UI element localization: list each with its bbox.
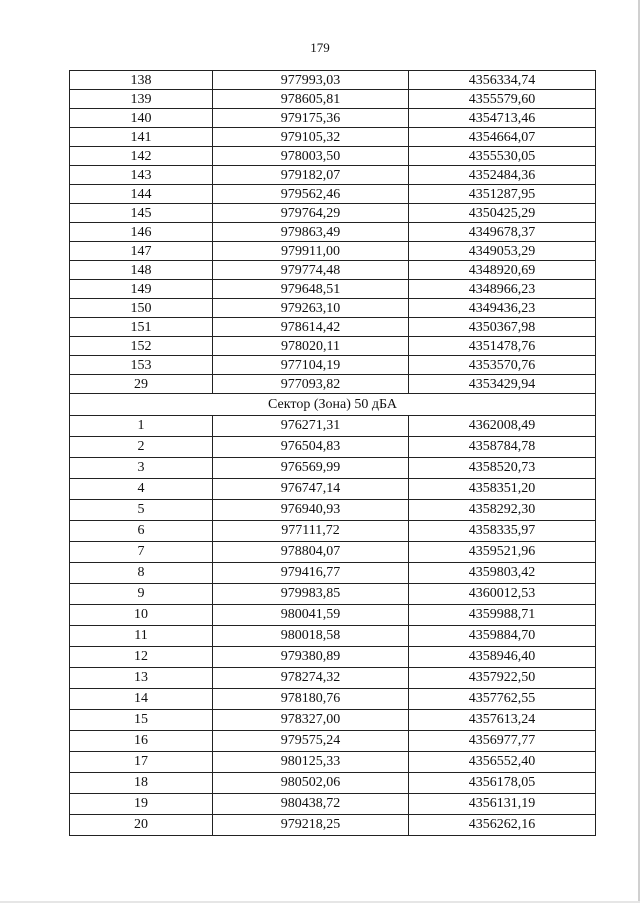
y-coordinate-cell: 4358520,73 bbox=[409, 458, 596, 479]
point-number-cell: 9 bbox=[70, 584, 213, 605]
y-coordinate-cell: 4359521,96 bbox=[409, 542, 596, 563]
table-row bbox=[70, 242, 596, 261]
y-coordinate-cell: 4360012,53 bbox=[409, 584, 596, 605]
point-number-cell: 13 bbox=[70, 668, 213, 689]
section-row bbox=[70, 394, 596, 416]
point-number-cell: 153 bbox=[70, 356, 213, 375]
table-row bbox=[70, 204, 596, 223]
point-number-cell: 19 bbox=[70, 794, 213, 815]
point-number-cell: 8 bbox=[70, 563, 213, 584]
y-coordinate-cell: 4349678,37 bbox=[409, 223, 596, 242]
y-coordinate-cell: 4359988,71 bbox=[409, 605, 596, 626]
table-row bbox=[70, 318, 596, 337]
y-coordinate-cell: 4356334,74 bbox=[409, 71, 596, 90]
point-number-cell: 29 bbox=[70, 375, 213, 394]
y-coordinate-cell: 4358335,97 bbox=[409, 521, 596, 542]
point-number-cell: 18 bbox=[70, 773, 213, 794]
x-coordinate-cell: 977111,72 bbox=[213, 521, 409, 542]
table-row bbox=[70, 815, 596, 836]
x-coordinate-cell: 976569,99 bbox=[213, 458, 409, 479]
point-number-cell: 148 bbox=[70, 261, 213, 280]
y-coordinate-cell: 4356262,16 bbox=[409, 815, 596, 836]
y-coordinate-cell: 4357613,24 bbox=[409, 710, 596, 731]
x-coordinate-cell: 978003,50 bbox=[213, 147, 409, 166]
point-number-cell: 151 bbox=[70, 318, 213, 337]
x-coordinate-cell: 980125,33 bbox=[213, 752, 409, 773]
y-coordinate-cell: 4359803,42 bbox=[409, 563, 596, 584]
y-coordinate-cell: 4350425,29 bbox=[409, 204, 596, 223]
point-number-cell: 146 bbox=[70, 223, 213, 242]
x-coordinate-cell: 979416,77 bbox=[213, 563, 409, 584]
y-coordinate-cell: 4355530,05 bbox=[409, 147, 596, 166]
y-coordinate-cell: 4356977,77 bbox=[409, 731, 596, 752]
point-number-cell: 141 bbox=[70, 128, 213, 147]
y-coordinate-cell: 4356552,40 bbox=[409, 752, 596, 773]
table-row bbox=[70, 689, 596, 710]
point-number-cell: 149 bbox=[70, 280, 213, 299]
table-row bbox=[70, 458, 596, 479]
y-coordinate-cell: 4362008,49 bbox=[409, 416, 596, 437]
table-row bbox=[70, 752, 596, 773]
section-title: Сектор (Зона) 50 дБА bbox=[70, 394, 596, 416]
table-row bbox=[70, 710, 596, 731]
table-row bbox=[70, 605, 596, 626]
y-coordinate-cell: 4353429,94 bbox=[409, 375, 596, 394]
table-row bbox=[70, 375, 596, 394]
point-number-cell: 16 bbox=[70, 731, 213, 752]
x-coordinate-cell: 976504,83 bbox=[213, 437, 409, 458]
coordinates-table-body bbox=[70, 71, 596, 836]
point-number-cell: 10 bbox=[70, 605, 213, 626]
x-coordinate-cell: 980018,58 bbox=[213, 626, 409, 647]
x-coordinate-cell: 979263,10 bbox=[213, 299, 409, 318]
point-number-cell: 5 bbox=[70, 500, 213, 521]
x-coordinate-cell: 979648,51 bbox=[213, 280, 409, 299]
x-coordinate-cell: 979562,46 bbox=[213, 185, 409, 204]
table-row bbox=[70, 563, 596, 584]
point-number-cell: 11 bbox=[70, 626, 213, 647]
table-row bbox=[70, 500, 596, 521]
x-coordinate-cell: 978274,32 bbox=[213, 668, 409, 689]
point-number-cell: 1 bbox=[70, 416, 213, 437]
y-coordinate-cell: 4357922,50 bbox=[409, 668, 596, 689]
point-number-cell: 139 bbox=[70, 90, 213, 109]
point-number-cell: 145 bbox=[70, 204, 213, 223]
point-number-cell: 12 bbox=[70, 647, 213, 668]
point-number-cell: 143 bbox=[70, 166, 213, 185]
y-coordinate-cell: 4348920,69 bbox=[409, 261, 596, 280]
x-coordinate-cell: 977104,19 bbox=[213, 356, 409, 375]
table-row bbox=[70, 437, 596, 458]
table-row bbox=[70, 280, 596, 299]
y-coordinate-cell: 4354713,46 bbox=[409, 109, 596, 128]
table-row bbox=[70, 147, 596, 166]
table-row bbox=[70, 299, 596, 318]
point-number-cell: 150 bbox=[70, 299, 213, 318]
point-number-cell: 138 bbox=[70, 71, 213, 90]
x-coordinate-cell: 979575,24 bbox=[213, 731, 409, 752]
x-coordinate-cell: 976940,93 bbox=[213, 500, 409, 521]
point-number-cell: 147 bbox=[70, 242, 213, 261]
table-row bbox=[70, 223, 596, 242]
point-number-cell: 7 bbox=[70, 542, 213, 563]
point-number-cell: 20 bbox=[70, 815, 213, 836]
table-row bbox=[70, 109, 596, 128]
x-coordinate-cell: 976271,31 bbox=[213, 416, 409, 437]
x-coordinate-cell: 979105,32 bbox=[213, 128, 409, 147]
point-number-cell: 140 bbox=[70, 109, 213, 128]
page-number: 179 bbox=[310, 40, 330, 55]
table-row bbox=[70, 185, 596, 204]
y-coordinate-cell: 4348966,23 bbox=[409, 280, 596, 299]
x-coordinate-cell: 979863,49 bbox=[213, 223, 409, 242]
x-coordinate-cell: 978020,11 bbox=[213, 337, 409, 356]
table-row bbox=[70, 626, 596, 647]
x-coordinate-cell: 978614,42 bbox=[213, 318, 409, 337]
point-number-cell: 4 bbox=[70, 479, 213, 500]
x-coordinate-cell: 980438,72 bbox=[213, 794, 409, 815]
table-row bbox=[70, 416, 596, 437]
x-coordinate-cell: 979218,25 bbox=[213, 815, 409, 836]
table-row bbox=[70, 794, 596, 815]
y-coordinate-cell: 4355579,60 bbox=[409, 90, 596, 109]
y-coordinate-cell: 4349053,29 bbox=[409, 242, 596, 261]
y-coordinate-cell: 4353570,76 bbox=[409, 356, 596, 375]
y-coordinate-cell: 4354664,07 bbox=[409, 128, 596, 147]
x-coordinate-cell: 979983,85 bbox=[213, 584, 409, 605]
table-row bbox=[70, 356, 596, 375]
point-number-cell: 152 bbox=[70, 337, 213, 356]
table-row bbox=[70, 584, 596, 605]
x-coordinate-cell: 980041,59 bbox=[213, 605, 409, 626]
table-row bbox=[70, 479, 596, 500]
point-number-cell: 14 bbox=[70, 689, 213, 710]
x-coordinate-cell: 978605,81 bbox=[213, 90, 409, 109]
x-coordinate-cell: 978180,76 bbox=[213, 689, 409, 710]
y-coordinate-cell: 4358784,78 bbox=[409, 437, 596, 458]
y-coordinate-cell: 4358292,30 bbox=[409, 500, 596, 521]
point-number-cell: 6 bbox=[70, 521, 213, 542]
table-row bbox=[70, 261, 596, 280]
y-coordinate-cell: 4356178,05 bbox=[409, 773, 596, 794]
y-coordinate-cell: 4358351,20 bbox=[409, 479, 596, 500]
y-coordinate-cell: 4359884,70 bbox=[409, 626, 596, 647]
table-row bbox=[70, 337, 596, 356]
table-row bbox=[70, 521, 596, 542]
x-coordinate-cell: 978804,07 bbox=[213, 542, 409, 563]
y-coordinate-cell: 4349436,23 bbox=[409, 299, 596, 318]
table-row bbox=[70, 128, 596, 147]
x-coordinate-cell: 979380,89 bbox=[213, 647, 409, 668]
x-coordinate-cell: 979182,07 bbox=[213, 166, 409, 185]
y-coordinate-cell: 4351287,95 bbox=[409, 185, 596, 204]
x-coordinate-cell: 977093,82 bbox=[213, 375, 409, 394]
x-coordinate-cell: 978327,00 bbox=[213, 710, 409, 731]
table-row bbox=[70, 542, 596, 563]
y-coordinate-cell: 4352484,36 bbox=[409, 166, 596, 185]
x-coordinate-cell: 979774,48 bbox=[213, 261, 409, 280]
x-coordinate-cell: 979911,00 bbox=[213, 242, 409, 261]
x-coordinate-cell: 979175,36 bbox=[213, 109, 409, 128]
y-coordinate-cell: 4358946,40 bbox=[409, 647, 596, 668]
point-number-cell: 3 bbox=[70, 458, 213, 479]
table-row bbox=[70, 166, 596, 185]
y-coordinate-cell: 4356131,19 bbox=[409, 794, 596, 815]
table-row bbox=[70, 773, 596, 794]
y-coordinate-cell: 4350367,98 bbox=[409, 318, 596, 337]
coordinates-table bbox=[69, 70, 596, 836]
x-coordinate-cell: 977993,03 bbox=[213, 71, 409, 90]
point-number-cell: 2 bbox=[70, 437, 213, 458]
table-row bbox=[70, 647, 596, 668]
point-number-cell: 142 bbox=[70, 147, 213, 166]
point-number-cell: 144 bbox=[70, 185, 213, 204]
table-row bbox=[70, 731, 596, 752]
table-row bbox=[70, 71, 596, 90]
y-coordinate-cell: 4357762,55 bbox=[409, 689, 596, 710]
point-number-cell: 15 bbox=[70, 710, 213, 731]
table-row bbox=[70, 90, 596, 109]
x-coordinate-cell: 979764,29 bbox=[213, 204, 409, 223]
x-coordinate-cell: 980502,06 bbox=[213, 773, 409, 794]
table-row bbox=[70, 668, 596, 689]
point-number-cell: 17 bbox=[70, 752, 213, 773]
x-coordinate-cell: 976747,14 bbox=[213, 479, 409, 500]
y-coordinate-cell: 4351478,76 bbox=[409, 337, 596, 356]
